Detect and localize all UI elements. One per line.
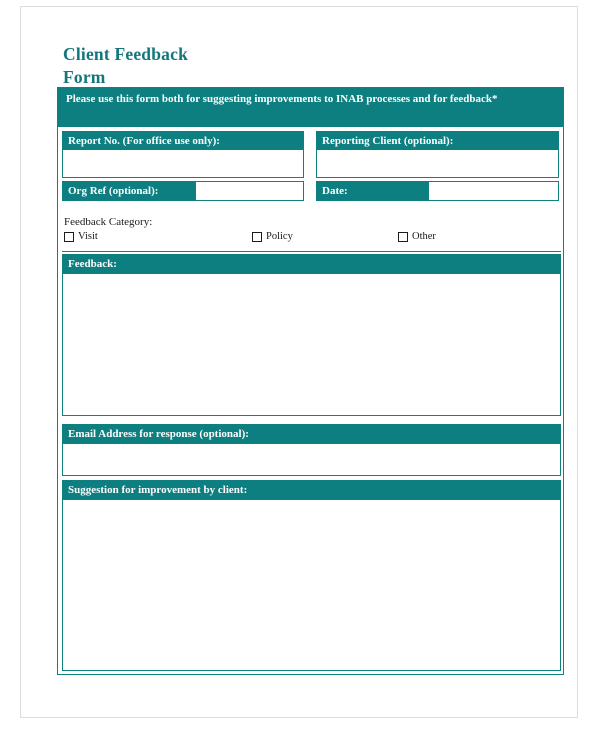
org-ref-row (62, 181, 304, 201)
feedback-label: Feedback: (62, 254, 561, 273)
suggestion-label: Suggestion for improvement by client: (62, 480, 561, 499)
category-option-policy-label: Policy (266, 231, 293, 242)
feedback-category-group (62, 216, 561, 252)
client-column (316, 131, 559, 201)
report-column (62, 131, 304, 201)
reporting-client-label: Reporting Client (optional): (316, 131, 559, 150)
form-instructions: Please use this form both for suggesting improvements to INAB processes and for feedback* (58, 88, 563, 127)
org-ref-input[interactable] (195, 181, 304, 201)
org-ref-label: Org Ref (optional): (62, 181, 195, 201)
category-checkbox-row (62, 231, 561, 246)
report-no-label: Report No. (For office use only): (62, 131, 304, 150)
page-title-line-2: Form (63, 67, 106, 87)
reporting-client-input[interactable] (316, 150, 559, 178)
email-input[interactable] (62, 443, 561, 476)
feedback-form (57, 87, 564, 675)
category-option-visit[interactable] (64, 231, 98, 242)
category-option-visit-label: Visit (78, 231, 98, 242)
category-option-other-label: Other (412, 231, 436, 242)
category-option-policy[interactable] (252, 231, 293, 242)
category-option-other[interactable] (398, 231, 436, 242)
checkbox-icon[interactable] (64, 232, 74, 242)
email-label: Email Address for response (optional): (62, 424, 561, 443)
date-row (316, 181, 559, 201)
report-no-input[interactable] (62, 150, 304, 178)
feedback-textarea[interactable] (62, 273, 561, 416)
feedback-category-label: Feedback Category: (64, 216, 153, 228)
page-title-line-1: Client Feedback (63, 44, 189, 64)
document-page (20, 6, 578, 718)
checkbox-icon[interactable] (398, 232, 408, 242)
checkbox-icon[interactable] (252, 232, 262, 242)
suggestion-textarea[interactable] (62, 499, 561, 671)
date-label: Date: (316, 181, 428, 201)
page-title (63, 43, 323, 89)
date-input[interactable] (428, 181, 559, 201)
